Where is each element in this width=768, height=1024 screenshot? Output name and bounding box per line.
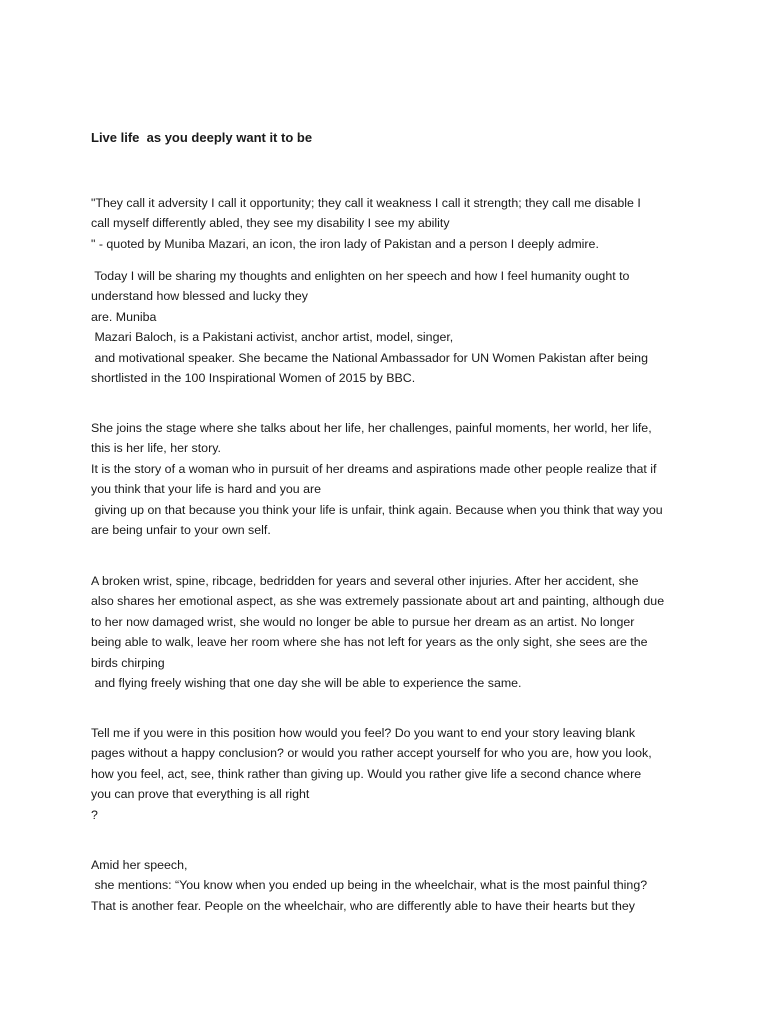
text-line: giving up on that because you think your life is unfair, think again. Because when you think that way you (91, 502, 663, 517)
text-line: are. Muniba (91, 309, 157, 324)
text-line: are being unfair to your own self. (91, 523, 271, 538)
text-line: pages without a happy conclusion? or would you rather accept yourself for who you are, how you look, (91, 746, 652, 761)
text-line: Amid her speech, (91, 858, 188, 872)
document-title: Live life as you deeply want it to be (91, 130, 313, 145)
paragraph-question (91, 723, 691, 825)
text-line: Mazari Baloch, is a Pakistani activist, anchor artist, model, singer, (91, 330, 454, 345)
text-line: also shares her emotional aspect, as she was extremely passionate about art and painting, although due (91, 594, 665, 609)
text-line: " - quoted by Muniba Mazari, an icon, the iron lady of Pakistan and a person I deeply admire. (91, 236, 599, 251)
text-line: Tell me if you were in this position how would you feel? Do you want to end your story leaving blank (91, 726, 636, 740)
text-line: you think that your life is hard and you are (91, 482, 322, 497)
text-line: and motivational speaker. She became the National Ambassador for UN Women Pakistan after being (91, 350, 648, 365)
text-line: That is another fear. People on the wheelchair, who are differently able to have their hearts but they (91, 898, 635, 913)
text-line: Today I will be sharing my thoughts and enlighten on her speech and how I feel humanity ought to (91, 269, 630, 283)
text-line: A broken wrist, spine, ribcage, bedridden for years and several other injuries. After her accident, she (91, 574, 639, 588)
text-line: this is her life, her story. (91, 441, 221, 456)
text-line: It is the story of a woman who in pursuit of her dreams and aspirations made other people realize that if (91, 461, 657, 476)
text-line: birds chirping (91, 655, 165, 670)
text-line: you can prove that everything is all right (91, 787, 310, 802)
text-line: "They call it adversity I call it opportunity; they call it weakness I call it strength; they call me disable I (91, 196, 641, 210)
text-line: shortlisted in the 100 Inspirational Women of 2015 by BBC. (91, 371, 416, 386)
text-line: understand how blessed and lucky they (91, 289, 308, 304)
text-line: call myself differently abled, they see my disability I see my ability (91, 216, 450, 231)
text-line: to her now damaged wrist, she would no longer be able to pursue her dream as an artist. No longer (91, 614, 635, 629)
text-line: She joins the stage where she talks about her life, her challenges, painful moments, her world, her life, (91, 421, 652, 435)
paragraph-her-story (91, 418, 691, 540)
paragraph-introduction (91, 266, 691, 388)
paragraph-injuries (91, 571, 691, 693)
paragraph-quote (91, 193, 691, 254)
text-line: how you feel, act, see, think rather than giving up. Would you rather give life a second chance where (91, 766, 642, 781)
text-line: she mentions: “You know when you ended up being in the wheelchair, what is the most painful thing? (91, 878, 648, 893)
text-line: and flying freely wishing that one day she will be able to experience the same. (91, 676, 522, 691)
text-line: being able to walk, leave her room where she has not left for years as the only sight, she sees are the (91, 635, 648, 650)
paragraph-speech (91, 855, 691, 916)
text-line: ? (91, 807, 98, 822)
